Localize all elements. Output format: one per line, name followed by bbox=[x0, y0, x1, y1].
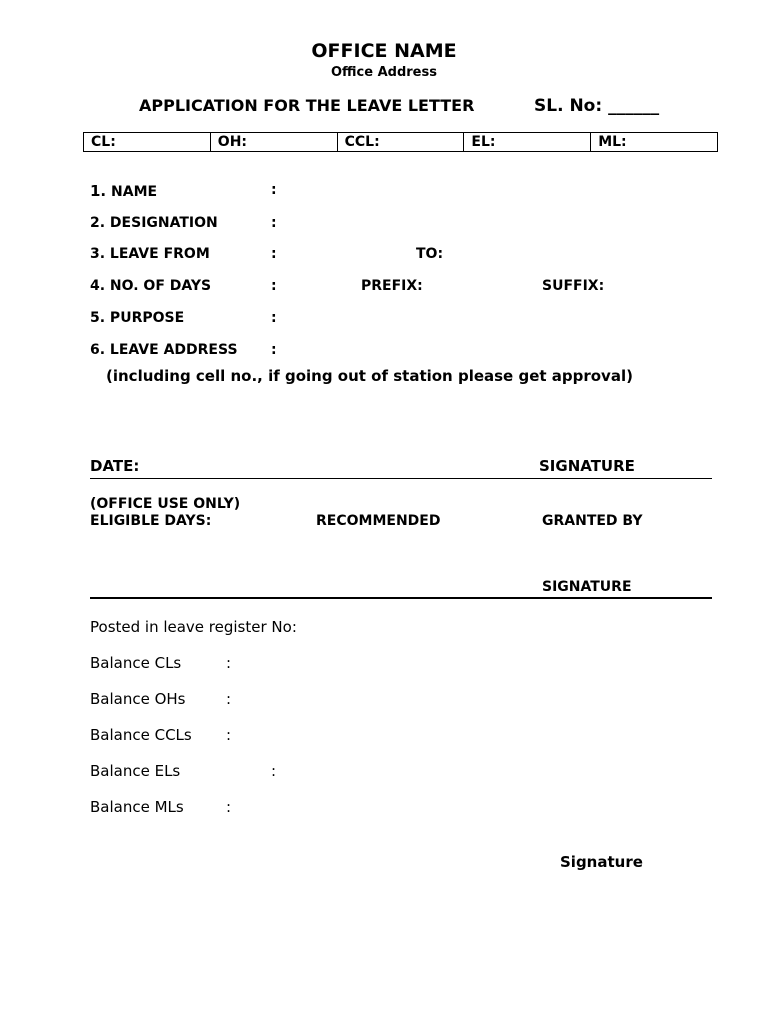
field-suffix-label: SUFFIX: bbox=[542, 278, 605, 294]
office-use-heading: (OFFICE USE ONLY) bbox=[90, 496, 241, 512]
balance-cl-label: Balance CLs bbox=[90, 654, 182, 672]
office-name: OFFICE NAME bbox=[311, 40, 457, 62]
balance-oh-colon: : bbox=[226, 690, 232, 708]
balance-ccl-label: Balance CCLs bbox=[90, 726, 192, 744]
serial-number-field: SL. No: ______ bbox=[534, 96, 660, 116]
field-designation-label: 2. DESIGNATION bbox=[90, 215, 218, 231]
leave-type-ml[interactable]: ML: bbox=[598, 134, 627, 150]
office-signature-label: SIGNATURE bbox=[542, 579, 632, 595]
leave-type-oh[interactable]: OH: bbox=[211, 133, 338, 151]
office-use-divider bbox=[90, 597, 712, 599]
balance-ml-colon: : bbox=[226, 798, 232, 816]
balance-el-label: Balance ELs bbox=[90, 762, 181, 780]
leave-type-cl[interactable]: CL: bbox=[84, 133, 211, 151]
eligible-days-label: ELIGIBLE DAYS: bbox=[90, 513, 212, 529]
field-name-text: NAME bbox=[111, 184, 158, 200]
register-signature-label: Signature bbox=[560, 853, 643, 871]
field-leave-from-colon: : bbox=[271, 246, 277, 262]
field-leave-address-label: 6. LEAVE ADDRESS bbox=[90, 342, 238, 358]
leave-type-el[interactable]: EL: bbox=[464, 133, 591, 151]
field-name-number: 1. bbox=[90, 182, 107, 200]
granted-by-label: GRANTED BY bbox=[542, 513, 643, 529]
field-prefix-label: PREFIX: bbox=[361, 278, 423, 294]
field-leave-address-note: (including cell no., if going out of station please get approval) bbox=[106, 367, 633, 385]
field-purpose-label: 5. PURPOSE bbox=[90, 310, 185, 326]
field-leave-to-label: TO: bbox=[416, 246, 444, 262]
balance-ml-label: Balance MLs bbox=[90, 798, 184, 816]
office-address: Office Address bbox=[331, 65, 437, 80]
field-name-label bbox=[90, 182, 157, 200]
applicant-date-label: DATE: bbox=[90, 457, 140, 475]
applicant-divider bbox=[90, 478, 712, 479]
field-designation-colon: : bbox=[271, 215, 277, 231]
posted-register-label: Posted in leave register No: bbox=[90, 618, 297, 636]
field-name-colon: : bbox=[271, 182, 277, 198]
field-no-of-days-label: 4. NO. OF DAYS bbox=[90, 278, 212, 294]
field-leave-address-colon: : bbox=[271, 342, 277, 358]
applicant-signature-label: SIGNATURE bbox=[539, 457, 635, 475]
balance-cl-colon: : bbox=[226, 654, 232, 672]
leave-type-table bbox=[83, 132, 718, 152]
balance-el-colon: : bbox=[271, 762, 277, 780]
field-purpose-colon: : bbox=[271, 310, 277, 326]
balance-oh-label: Balance OHs bbox=[90, 690, 186, 708]
leave-type-ccl[interactable]: CCL: bbox=[338, 133, 465, 151]
form-title: APPLICATION FOR THE LEAVE LETTER bbox=[139, 96, 475, 115]
recommended-label: RECOMMENDED bbox=[316, 513, 441, 529]
field-leave-from-label: 3. LEAVE FROM bbox=[90, 246, 210, 262]
balance-ccl-colon: : bbox=[226, 726, 232, 744]
field-no-of-days-colon: : bbox=[271, 278, 277, 294]
